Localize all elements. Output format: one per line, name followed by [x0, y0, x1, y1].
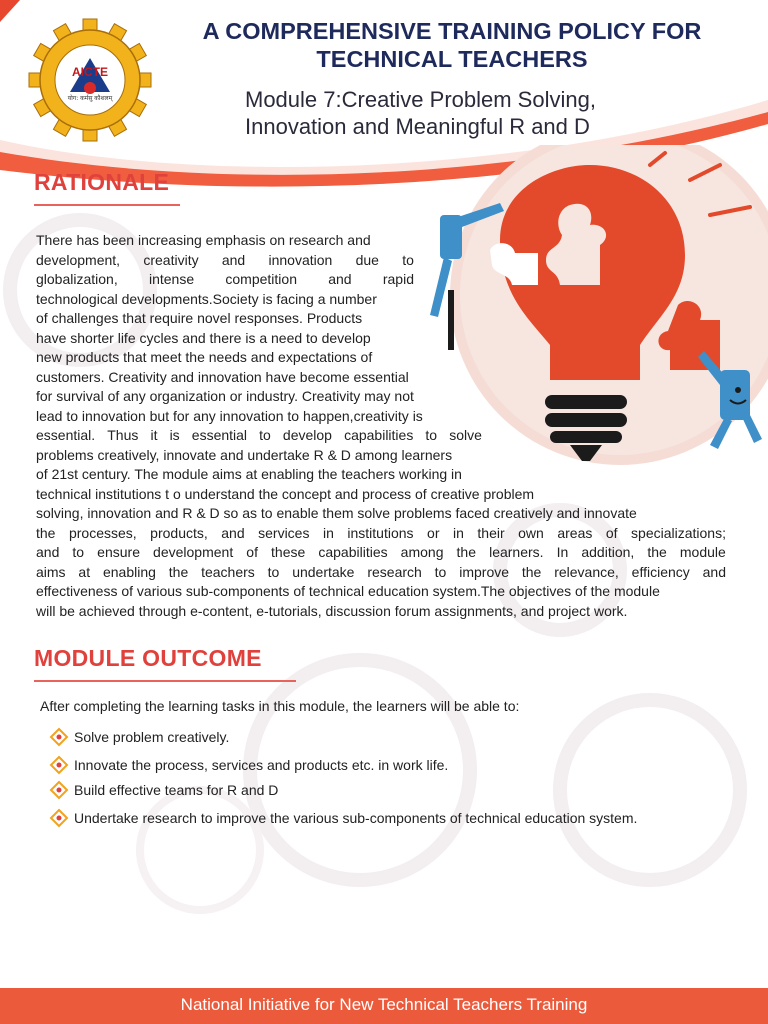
rationale-word: institutions: [347, 524, 414, 541]
rationale-word: the: [36, 524, 56, 541]
rationale-underline: [34, 204, 180, 206]
rationale-word: improve: [459, 563, 510, 580]
diamond-bullet-icon: [48, 755, 70, 775]
rationale-word: capabilities: [344, 427, 414, 443]
rationale-word: of: [246, 544, 258, 560]
rationale-line: [36, 524, 726, 544]
rationale-word: at: [78, 563, 91, 580]
rationale-word: In: [556, 544, 569, 560]
outcome-item-text: Solve problem creatively.: [74, 729, 230, 745]
rationale-line: [36, 446, 506, 466]
rationale-line: [36, 407, 468, 427]
rationale-word: relevance,: [554, 563, 619, 580]
outcome-intro: After completing the learning tasks in this module, the learners will be able to:: [40, 698, 520, 714]
outcome-item: [48, 779, 278, 801]
rationale-word: the: [647, 544, 667, 560]
outcome-item-text: Build effective teams for R and D: [74, 782, 279, 798]
rationale-line: [36, 290, 414, 310]
module-title-line1: Module 7:Creative Problem Solving,: [245, 87, 596, 112]
rationale-word: lead to innovation but for any innovation to happen,creativity is: [36, 407, 423, 424]
rationale-line: [36, 231, 414, 251]
diamond-bullet-icon: [48, 808, 70, 828]
rationale-line: [36, 543, 726, 563]
outcome-item-text: Innovate the process, services and products etc. in work life.: [74, 757, 449, 773]
rationale-line: [36, 582, 726, 602]
document-title-line2: TECHNICAL TEACHERS: [316, 46, 588, 72]
rationale-word: of 21st century. The module aims at enabling the teachers working in: [36, 466, 462, 482]
rationale-word: efficiency: [631, 563, 690, 580]
rationale-word: undertake: [292, 563, 355, 580]
rationale-word: or: [427, 524, 440, 541]
rationale-word: problems creatively, innovate and undertake R & D among learners: [36, 446, 453, 463]
rationale-word: There has been increasing emphasis on research and: [36, 232, 371, 248]
outcome-item: [48, 726, 229, 748]
rationale-word: their: [477, 524, 505, 541]
rationale-word: research: [367, 563, 422, 580]
rationale-heading: RATIONALE: [34, 169, 170, 195]
rationale-word: to: [259, 427, 271, 443]
rationale-word: to: [402, 251, 414, 268]
rationale-word: and: [221, 251, 246, 268]
rationale-word: due: [355, 251, 379, 268]
rationale-word: among: [400, 544, 444, 560]
rationale-word: ensure: [97, 544, 140, 560]
rationale-word: essential.: [36, 427, 96, 443]
rationale-word: will be achieved through e-content, e-tutorials, discussion forum assignments, and project work.: [36, 602, 628, 619]
rationale-word: creativity: [143, 251, 199, 268]
rationale-word: addition,: [581, 544, 635, 560]
rationale-line: [36, 251, 414, 271]
rationale-word: have shorter life cycles and there is a need to develop: [36, 329, 371, 346]
rationale-word: solve: [449, 427, 482, 443]
rationale-word: solving, innovation and R & D so as to enable them solve problems faced creatively and innovate: [36, 505, 637, 521]
rationale-word: in: [322, 524, 334, 541]
rationale-line: [36, 368, 450, 388]
svg-text:योग: कर्मसु कौशलम्: योग: कर्मसु कौशलम्: [67, 95, 113, 102]
rationale-word: competition: [225, 271, 297, 287]
rationale-word: it: [150, 427, 158, 443]
rationale-line: [36, 465, 546, 485]
outcome-item: [48, 754, 448, 776]
rationale-word: rapid: [382, 271, 414, 287]
rationale-line: [36, 329, 428, 349]
rationale-word: develop: [282, 427, 332, 443]
rationale-word: and: [702, 563, 726, 580]
diamond-bullet-icon: [48, 780, 70, 800]
rationale-word: to: [72, 544, 85, 560]
module-title-line2: Innovation and Meaningful R and D: [245, 114, 590, 139]
rationale-word: services: [258, 524, 310, 541]
rationale-word: of: [605, 524, 618, 541]
rationale-word: intense: [148, 271, 195, 287]
rationale-line: [36, 270, 414, 290]
rationale-line: [36, 309, 414, 329]
rationale-word: and: [221, 524, 245, 541]
rationale-word: is: [169, 427, 180, 443]
rationale-word: the: [521, 563, 542, 580]
rationale-word: module: [679, 544, 726, 560]
rationale-word: development,: [36, 251, 121, 268]
rationale-line: [36, 563, 726, 583]
rationale-word: customers. Creativity and innovation have become essential: [36, 368, 409, 385]
footer-text: National Initiative for New Technical Teachers Training: [180, 995, 588, 1014]
rationale-word: and: [36, 544, 60, 560]
aicte-logo: [28, 18, 152, 142]
rationale-word: products,: [150, 524, 208, 541]
rationale-word: to: [267, 563, 280, 580]
rationale-line: [36, 426, 482, 446]
module-outcome-heading: MODULE OUTCOME: [34, 645, 262, 671]
rationale-word: essential: [191, 427, 248, 443]
rationale-word: technological developments.Society is facing a number: [36, 290, 377, 307]
rationale-line: [36, 387, 458, 407]
rationale-line: [36, 485, 602, 505]
rationale-word: Thus: [107, 427, 139, 443]
rationale-word: learners.: [489, 544, 544, 560]
outcome-item-text: Undertake research to improve the various sub-components of technical education system.: [74, 810, 638, 826]
rationale-word: in: [453, 524, 464, 541]
rationale-word: the: [456, 544, 477, 560]
svg-text:AICTE: AICTE: [72, 65, 108, 79]
rationale-word: areas: [557, 524, 593, 541]
rationale-word: for survival of any organization or industry. Creativity may not: [36, 388, 414, 404]
rationale-word: to: [434, 563, 447, 580]
rationale-word: capabilities: [318, 544, 388, 560]
rationale-line: [36, 504, 637, 524]
rationale-word: these: [271, 544, 306, 560]
outcome-item: [48, 807, 637, 829]
rationale-word: new products that meet the needs and expectations of: [36, 349, 373, 365]
rationale-word: globalization,: [36, 271, 118, 287]
rationale-word: specializations;: [631, 524, 726, 541]
rationale-word: development: [153, 544, 234, 560]
rationale-word: aims: [36, 563, 66, 580]
rationale-line: [36, 348, 432, 368]
rationale-word: innovation: [268, 251, 333, 268]
rationale-word: teachers: [201, 563, 255, 580]
rationale-word: technical institutions t o understand the concept and process of creative problem: [36, 485, 535, 502]
document-title-line1: A COMPREHENSIVE TRAINING POLICY FOR: [202, 18, 702, 44]
rationale-word: effectiveness of various sub-components of technical education system.The objectives of the module: [36, 583, 660, 599]
rationale-word: the: [168, 563, 189, 580]
rationale-line: [36, 602, 726, 622]
module-outcome-underline: [34, 680, 296, 682]
diamond-bullet-icon: [48, 727, 70, 747]
rationale-word: own: [518, 524, 544, 541]
rationale-word: to: [425, 427, 438, 443]
rationale-word: processes,: [68, 524, 137, 541]
rationale-word: and: [328, 271, 352, 287]
rationale-word: enabling: [102, 563, 156, 580]
rationale-word: of challenges that require novel responses. Products: [36, 310, 363, 326]
